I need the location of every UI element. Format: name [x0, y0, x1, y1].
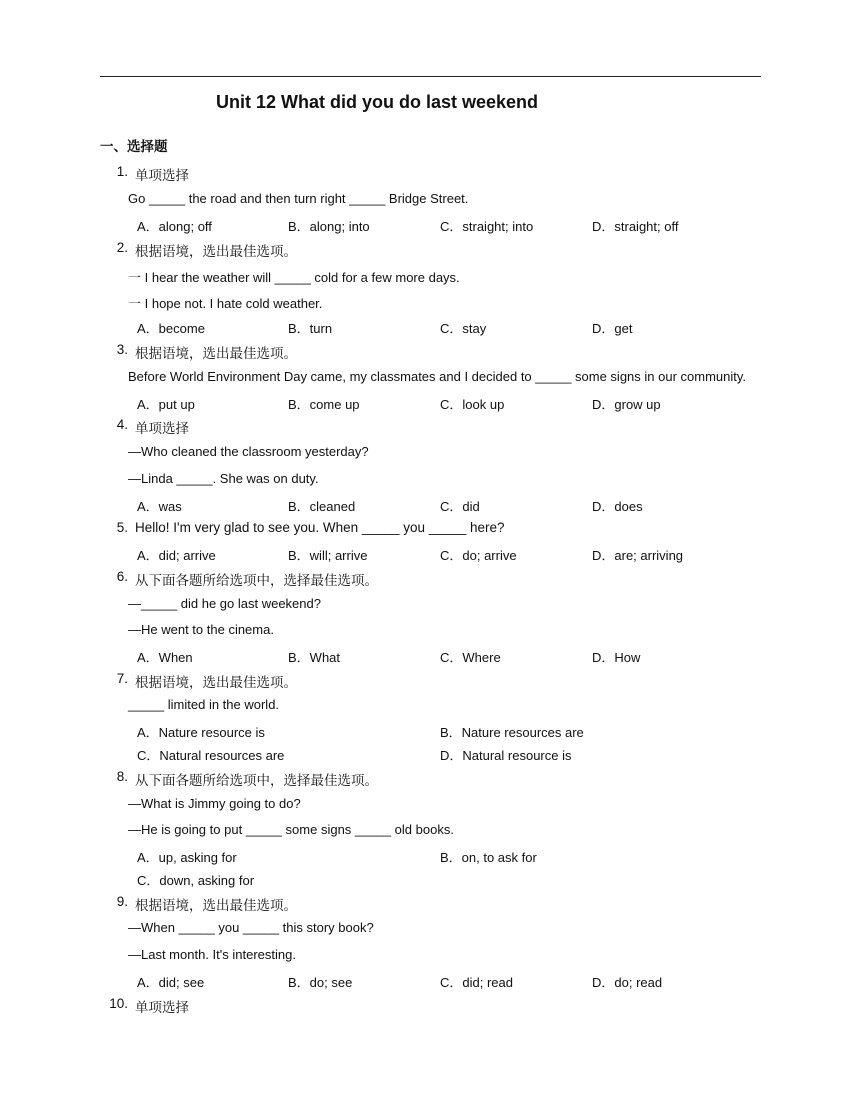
- option-letter: A．: [137, 850, 159, 865]
- question-number: 5.: [116, 520, 128, 535]
- question-line: —What is Jimmy going to do?: [128, 796, 301, 811]
- header-rule: [100, 76, 761, 77]
- question-line: Before World Environment Day came, my classmates and I decided to _____ some signs in our community.: [128, 369, 747, 384]
- question-prompt: Hello! I'm very glad to see you. When _____ you _____ here?: [135, 520, 505, 535]
- question-line: —He went to the cinema.: [128, 622, 274, 637]
- answer-option[interactable]: [440, 496, 480, 515]
- question-line: —When _____ you _____ this story book?: [128, 920, 374, 935]
- question-prompt: 根据语境，选出最佳选项。: [135, 898, 297, 913]
- option-letter: A．: [137, 219, 159, 234]
- option-letter: C．: [440, 499, 463, 514]
- answer-option[interactable]: [592, 216, 678, 235]
- question-prompt: 从下面各题所给选项中，选择最佳选项。: [135, 773, 378, 788]
- answer-option[interactable]: [288, 545, 367, 564]
- option-letter: A．: [137, 725, 159, 740]
- option-text: Nature resources are: [461, 725, 584, 740]
- answer-option[interactable]: [440, 647, 501, 666]
- option-letter: B．: [288, 548, 310, 563]
- option-text: do; see: [309, 975, 353, 990]
- answer-option[interactable]: [440, 722, 584, 741]
- option-text: become: [158, 321, 205, 336]
- answer-option[interactable]: [137, 394, 195, 413]
- option-text: did; arrive: [158, 548, 216, 563]
- question-number: 7.: [116, 671, 128, 686]
- answer-option[interactable]: [288, 972, 352, 991]
- option-text: come up: [309, 397, 360, 412]
- answer-option[interactable]: [440, 318, 486, 337]
- question-prompt: 根据语境，选出最佳选项。: [135, 675, 297, 690]
- answer-option[interactable]: [592, 318, 632, 337]
- question-number: 2.: [116, 240, 128, 255]
- option-letter: A．: [137, 499, 159, 514]
- option-text: was: [158, 499, 182, 514]
- question-line: —He is going to put _____ some signs _____ old books.: [128, 822, 454, 837]
- option-letter: B．: [440, 725, 462, 740]
- answer-option[interactable]: [137, 496, 182, 515]
- option-letter: B．: [288, 499, 310, 514]
- question-number: 10.: [109, 996, 128, 1011]
- option-letter: D．: [592, 975, 615, 990]
- option-text: cleaned: [309, 499, 356, 514]
- answer-option[interactable]: [440, 394, 504, 413]
- option-text: straight; off: [614, 219, 679, 234]
- option-letter: A．: [137, 975, 159, 990]
- option-text: Nature resource is: [158, 725, 265, 740]
- option-letter: B．: [288, 975, 310, 990]
- answer-option[interactable]: [137, 647, 193, 666]
- option-letter: C．: [137, 748, 160, 763]
- answer-option[interactable]: [288, 647, 340, 666]
- option-letter: C．: [440, 397, 463, 412]
- option-letter: B．: [288, 397, 310, 412]
- question-number: 1.: [116, 164, 128, 179]
- option-text: How: [614, 650, 641, 665]
- option-letter: D．: [592, 548, 615, 563]
- question-line: 一 I hope not. I hate cold weather.: [128, 296, 323, 311]
- option-text: are; arriving: [614, 548, 684, 563]
- option-letter: D．: [440, 748, 463, 763]
- option-letter: C．: [440, 548, 463, 563]
- answer-option[interactable]: [440, 545, 517, 564]
- option-letter: D．: [592, 219, 615, 234]
- question-prompt: 单项选择: [135, 1000, 189, 1015]
- answer-option[interactable]: [592, 496, 643, 515]
- answer-option[interactable]: [288, 318, 332, 337]
- option-text: down, asking for: [159, 873, 255, 888]
- question-line: Go _____ the road and then turn right _____ Bridge Street.: [128, 191, 469, 206]
- option-text: did; read: [462, 975, 513, 990]
- option-text: did; see: [158, 975, 205, 990]
- option-text: When: [158, 650, 193, 665]
- option-text: on, to ask for: [461, 850, 537, 865]
- answer-option[interactable]: [592, 647, 640, 666]
- question-number: 6.: [116, 569, 128, 584]
- option-letter: D．: [592, 650, 615, 665]
- answer-option[interactable]: [288, 496, 355, 515]
- option-letter: B．: [288, 219, 310, 234]
- question-line: —Who cleaned the classroom yesterday?: [128, 444, 369, 459]
- answer-option[interactable]: [592, 972, 662, 991]
- option-letter: A．: [137, 397, 159, 412]
- question-line: —Last month. It's interesting.: [128, 947, 296, 962]
- question-number: 4.: [116, 417, 128, 432]
- option-text: turn: [309, 321, 333, 336]
- answer-option[interactable]: [440, 216, 533, 235]
- option-letter: D．: [592, 321, 615, 336]
- option-text: stay: [462, 321, 487, 336]
- option-text: up, asking for: [158, 850, 237, 865]
- option-text: will; arrive: [309, 548, 368, 563]
- option-letter: B．: [440, 850, 462, 865]
- answer-option[interactable]: [137, 745, 284, 764]
- answer-option[interactable]: [137, 847, 237, 866]
- question-number: 9.: [116, 894, 128, 909]
- option-text: do; arrive: [462, 548, 517, 563]
- option-letter: C．: [440, 650, 463, 665]
- option-letter: C．: [440, 975, 463, 990]
- option-letter: C．: [440, 321, 463, 336]
- question-line: —Linda _____. She was on duty.: [128, 471, 319, 486]
- option-text: get: [614, 321, 633, 336]
- question-number: 8.: [116, 769, 128, 784]
- option-text: What: [309, 650, 341, 665]
- option-letter: A．: [137, 548, 159, 563]
- question-line: _____ limited in the world.: [128, 697, 280, 712]
- question-line: —_____ did he go last weekend?: [128, 596, 321, 611]
- option-letter: D．: [592, 397, 615, 412]
- option-text: look up: [462, 397, 505, 412]
- option-letter: B．: [288, 321, 310, 336]
- question-line: 一 I hear the weather will _____ cold for a few more days.: [128, 270, 460, 285]
- option-letter: C．: [440, 219, 463, 234]
- answer-option[interactable]: [137, 216, 212, 235]
- answer-option[interactable]: [592, 394, 661, 413]
- answer-option[interactable]: [288, 216, 370, 235]
- answer-option[interactable]: [137, 545, 216, 564]
- option-letter: A．: [137, 321, 159, 336]
- question-prompt: 单项选择: [135, 421, 189, 436]
- page-title: Unit 12 What did you do last weekend: [216, 92, 539, 112]
- option-text: Natural resource is: [462, 748, 572, 763]
- answer-option[interactable]: [137, 972, 204, 991]
- answer-option[interactable]: [440, 972, 513, 991]
- question-number: 3.: [116, 342, 128, 357]
- option-text: grow up: [614, 397, 661, 412]
- option-text: put up: [158, 397, 195, 412]
- option-letter: A．: [137, 650, 159, 665]
- option-text: along; off: [158, 219, 212, 234]
- answer-option[interactable]: [137, 722, 265, 741]
- question-prompt: 单项选择: [135, 168, 189, 183]
- option-text: does: [614, 499, 643, 514]
- answer-option[interactable]: [440, 847, 537, 866]
- option-text: along; into: [309, 219, 370, 234]
- option-text: Where: [462, 650, 501, 665]
- answer-option[interactable]: [440, 745, 572, 764]
- option-text: did: [462, 499, 480, 514]
- option-letter: D．: [592, 499, 615, 514]
- question-prompt: 从下面各题所给选项中，选择最佳选项。: [135, 573, 378, 588]
- question-prompt: 根据语境，选出最佳选项。: [135, 346, 297, 361]
- option-letter: B．: [288, 650, 310, 665]
- option-text: do; read: [614, 975, 663, 990]
- option-letter: C．: [137, 873, 160, 888]
- answer-option[interactable]: [137, 318, 205, 337]
- option-text: Natural resources are: [159, 748, 285, 763]
- option-text: straight; into: [462, 219, 534, 234]
- answer-option[interactable]: [137, 870, 254, 889]
- answer-option[interactable]: [592, 545, 683, 564]
- answer-option[interactable]: [288, 394, 360, 413]
- section-heading: 一、选择题: [100, 139, 168, 154]
- question-prompt: 根据语境，选出最佳选项。: [135, 244, 297, 259]
